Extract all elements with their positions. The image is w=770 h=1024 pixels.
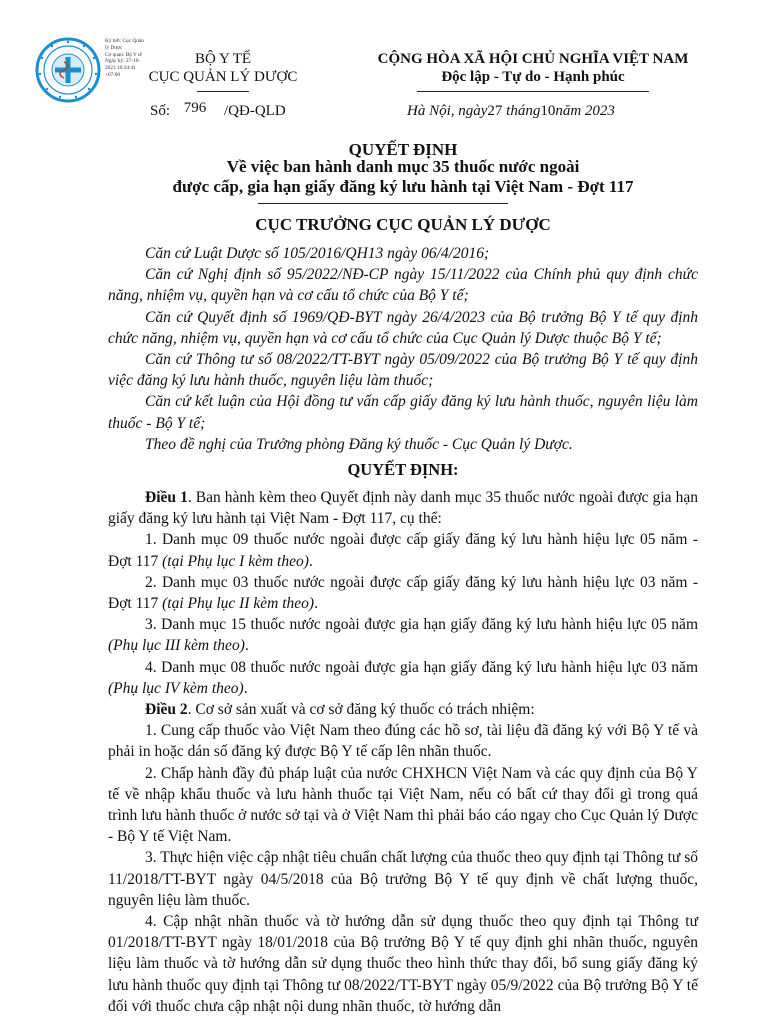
- appendix-ref: (tại Phụ lục II kèm theo): [162, 595, 315, 613]
- date-prefix: Hà Nội, ngày: [407, 103, 488, 119]
- article-1-item: [108, 657, 698, 699]
- decision-subject-line-1: Về việc ban hành danh mục 35 thuốc nước ngoài: [226, 157, 580, 176]
- articles: [108, 487, 698, 1017]
- date-month-label: tháng: [506, 103, 541, 119]
- appendix-ref: (Phụ lục III kèm theo): [108, 637, 245, 655]
- item-end: .: [243, 679, 248, 697]
- appendix-ref: (Phụ lục IV kèm theo): [108, 679, 244, 697]
- legal-basis-item: Căn cứ Luật Dược số 105/2016/QH13 ngày 06/4/2016;: [145, 245, 490, 262]
- document-date: [407, 103, 615, 120]
- appendix-ref: (tại Phụ lục I kèm theo): [162, 552, 309, 570]
- article-1-label: Điều 1: [145, 489, 188, 506]
- signature-line: Cơ quan: Bộ Y tế: [105, 51, 142, 58]
- article-2-item: 2. Chấp hành đầy đủ pháp luật của nước CHXHCN Việt Nam và các quy định của Bộ Y tế về nhập khẩu thuốc và lưu hành thuốc tại Việt Nam, nếu có bất cứ thay đổi gì trong quá trình lưu hành thuốc ở nước sở tại và ở Việt Nam thì phải báo cáo ngay cho Cục Quản lý Dược - Bộ Y tế Việt Nam.: [108, 764, 698, 846]
- department-name: CỤC QUẢN LÝ DƯỢC: [148, 69, 298, 85]
- authority-title: CỤC TRƯỞNG CỤC QUẢN LÝ DƯỢC: [255, 215, 551, 234]
- motto-underline: [417, 91, 649, 92]
- number-value: 796: [183, 100, 207, 116]
- signature-line: lý Dược: [105, 44, 123, 51]
- item-end: .: [314, 595, 318, 613]
- digital-signature-seal-icon: [34, 36, 102, 104]
- legal-basis-item: Căn cứ Quyết định số 1969/QĐ-BYT ngày 26/4/2023 của Bộ trưởng Bộ Y tế quy định chức năng, nhiệm vụ, quyền hạn và cơ cấu tổ chức của Cục Quản lý Dược thuộc Bộ Y tế;: [108, 308, 698, 347]
- department-underline: [197, 91, 249, 92]
- article-2-text: . Cơ sở sản xuất và cơ sở đăng ký thuốc có trách nhiệm:: [187, 701, 535, 719]
- article-2: [108, 699, 698, 720]
- article-1-item: [108, 529, 698, 571]
- signature-line: Ký bởi: Cục Quản: [105, 38, 144, 44]
- number-suffix: /QĐ-QLD: [224, 103, 286, 119]
- date-day: 27: [487, 103, 503, 119]
- number-label: Số:: [150, 103, 171, 119]
- decision-heading: QUYẾT ĐỊNH:: [347, 460, 459, 479]
- item-end: .: [244, 637, 249, 655]
- article-2-label: Điều 2: [145, 701, 188, 719]
- decision-subject-line-2: được cấp, gia hạn giấy đăng ký lưu hành tại Việt Nam - Đợt 117: [172, 177, 634, 196]
- article-2-item: 4. Cập nhật nhãn thuốc và tờ hướng dẫn sử dụng thuốc theo quy định tại Thông tư 01/2018/TT-BYT ngày 18/01/2018 của Bộ trưởng Bộ Y tế quy định ghi nhãn thuốc, nguyên liệu làm thuốc và tờ hướng dẫn sử dụng thuốc theo hình thức thay đổi, bổ sung giấy đăng ký lưu hành thuốc quy định tại Thông tư 08/2022/TT-BYT ngày 05/9/2022 của Bộ trưởng Bộ Y tế đối với thuốc chưa cập nhật nội dung nhãn thuốc, tờ hướng dẫn: [108, 913, 698, 1015]
- national-motto: Độc lập - Tự do - Hạnh phúc: [441, 69, 625, 85]
- title-underline: [258, 203, 508, 204]
- legal-basis-item: Căn cứ Thông tư số 08/2022/TT-BYT ngày 05/09/2022 của Bộ trưởng Bộ Y tế quy định việc đăng ký lưu hành thuốc, nguyên liệu làm thuốc;: [108, 351, 698, 390]
- legal-basis-item: Căn cứ kết luận của Hội đồng tư vấn cấp giấy đăng ký lưu hành thuốc, nguyên liệu làm thuốc - Bộ Y tế;: [108, 393, 698, 432]
- legal-bases: [108, 243, 698, 455]
- signature-line: +07:00: [105, 71, 121, 78]
- item-text: 3. Danh mục 15 thuốc nước ngoài được gia hạn giấy đăng ký lưu hành hiệu lực 05 năm: [145, 616, 698, 634]
- item-text: 2. Danh mục 03 thuốc nước ngoài được cấp giấy đăng ký lưu hành hiệu lực 03 năm - Đợt 117: [108, 573, 698, 613]
- article-2-item: 3. Thực hiện việc cập nhật tiêu chuẩn chất lượng của thuốc theo quy định tại Thông tư số 11/2018/TT-BYT ngày 04/5/2018 của Bộ trưởng Bộ Y tế quy định về chất lượng thuốc, nguyên liệu làm thuốc.: [108, 849, 698, 909]
- article-1: [108, 487, 698, 529]
- ministry-name: BỘ Y TẾ: [194, 51, 252, 67]
- article-2-item: 1. Cung cấp thuốc vào Việt Nam theo đúng các hồ sơ, tài liệu đã đăng ký với Bộ Y tế và phải in hoặc dán số đăng ký được Bộ Y tế cấp lên nhãn thuốc.: [108, 722, 698, 761]
- legal-basis-item: Căn cứ Nghị định số 95/2022/NĐ-CP ngày 15/11/2022 của Chính phủ quy định chức năng, nhiệm vụ, quyền hạn và cơ cấu tổ chức của Bộ Y tế;: [108, 266, 698, 305]
- item-text: 1. Danh mục 09 thuốc nước ngoài được cấp giấy đăng ký lưu hành hiệu lực 05 năm - Đợt 117: [108, 531, 698, 570]
- item-text: 4. Danh mục 08 thuốc nước ngoài được gia hạn giấy đăng ký lưu hành hiệu lực 03 năm: [145, 658, 698, 676]
- decision-title: QUYẾT ĐỊNH: [348, 140, 458, 159]
- date-month: 10: [540, 103, 556, 119]
- article-1-item: [108, 572, 698, 614]
- legal-basis-item: Theo đề nghị của Trưởng phòng Đăng ký thuốc - Cục Quản lý Dược.: [145, 435, 573, 453]
- signature-line: Ngày ký: 27-10-: [105, 58, 141, 65]
- date-year: năm 2023: [555, 103, 615, 119]
- signature-line: 2023 16:34:41: [105, 65, 136, 72]
- country-name: CỘNG HÒA XÃ HỘI CHỦ NGHĨA VIỆT NAM: [377, 51, 689, 67]
- document-number: [150, 100, 286, 120]
- article-1-text: . Ban hành kèm theo Quyết định này danh mục 35 thuốc nước ngoài được gia hạn giấy đăng ký lưu hành tại Việt Nam - Đợt 117, cụ thể:: [108, 489, 699, 528]
- item-end: .: [308, 552, 313, 570]
- article-1-item: [108, 614, 698, 656]
